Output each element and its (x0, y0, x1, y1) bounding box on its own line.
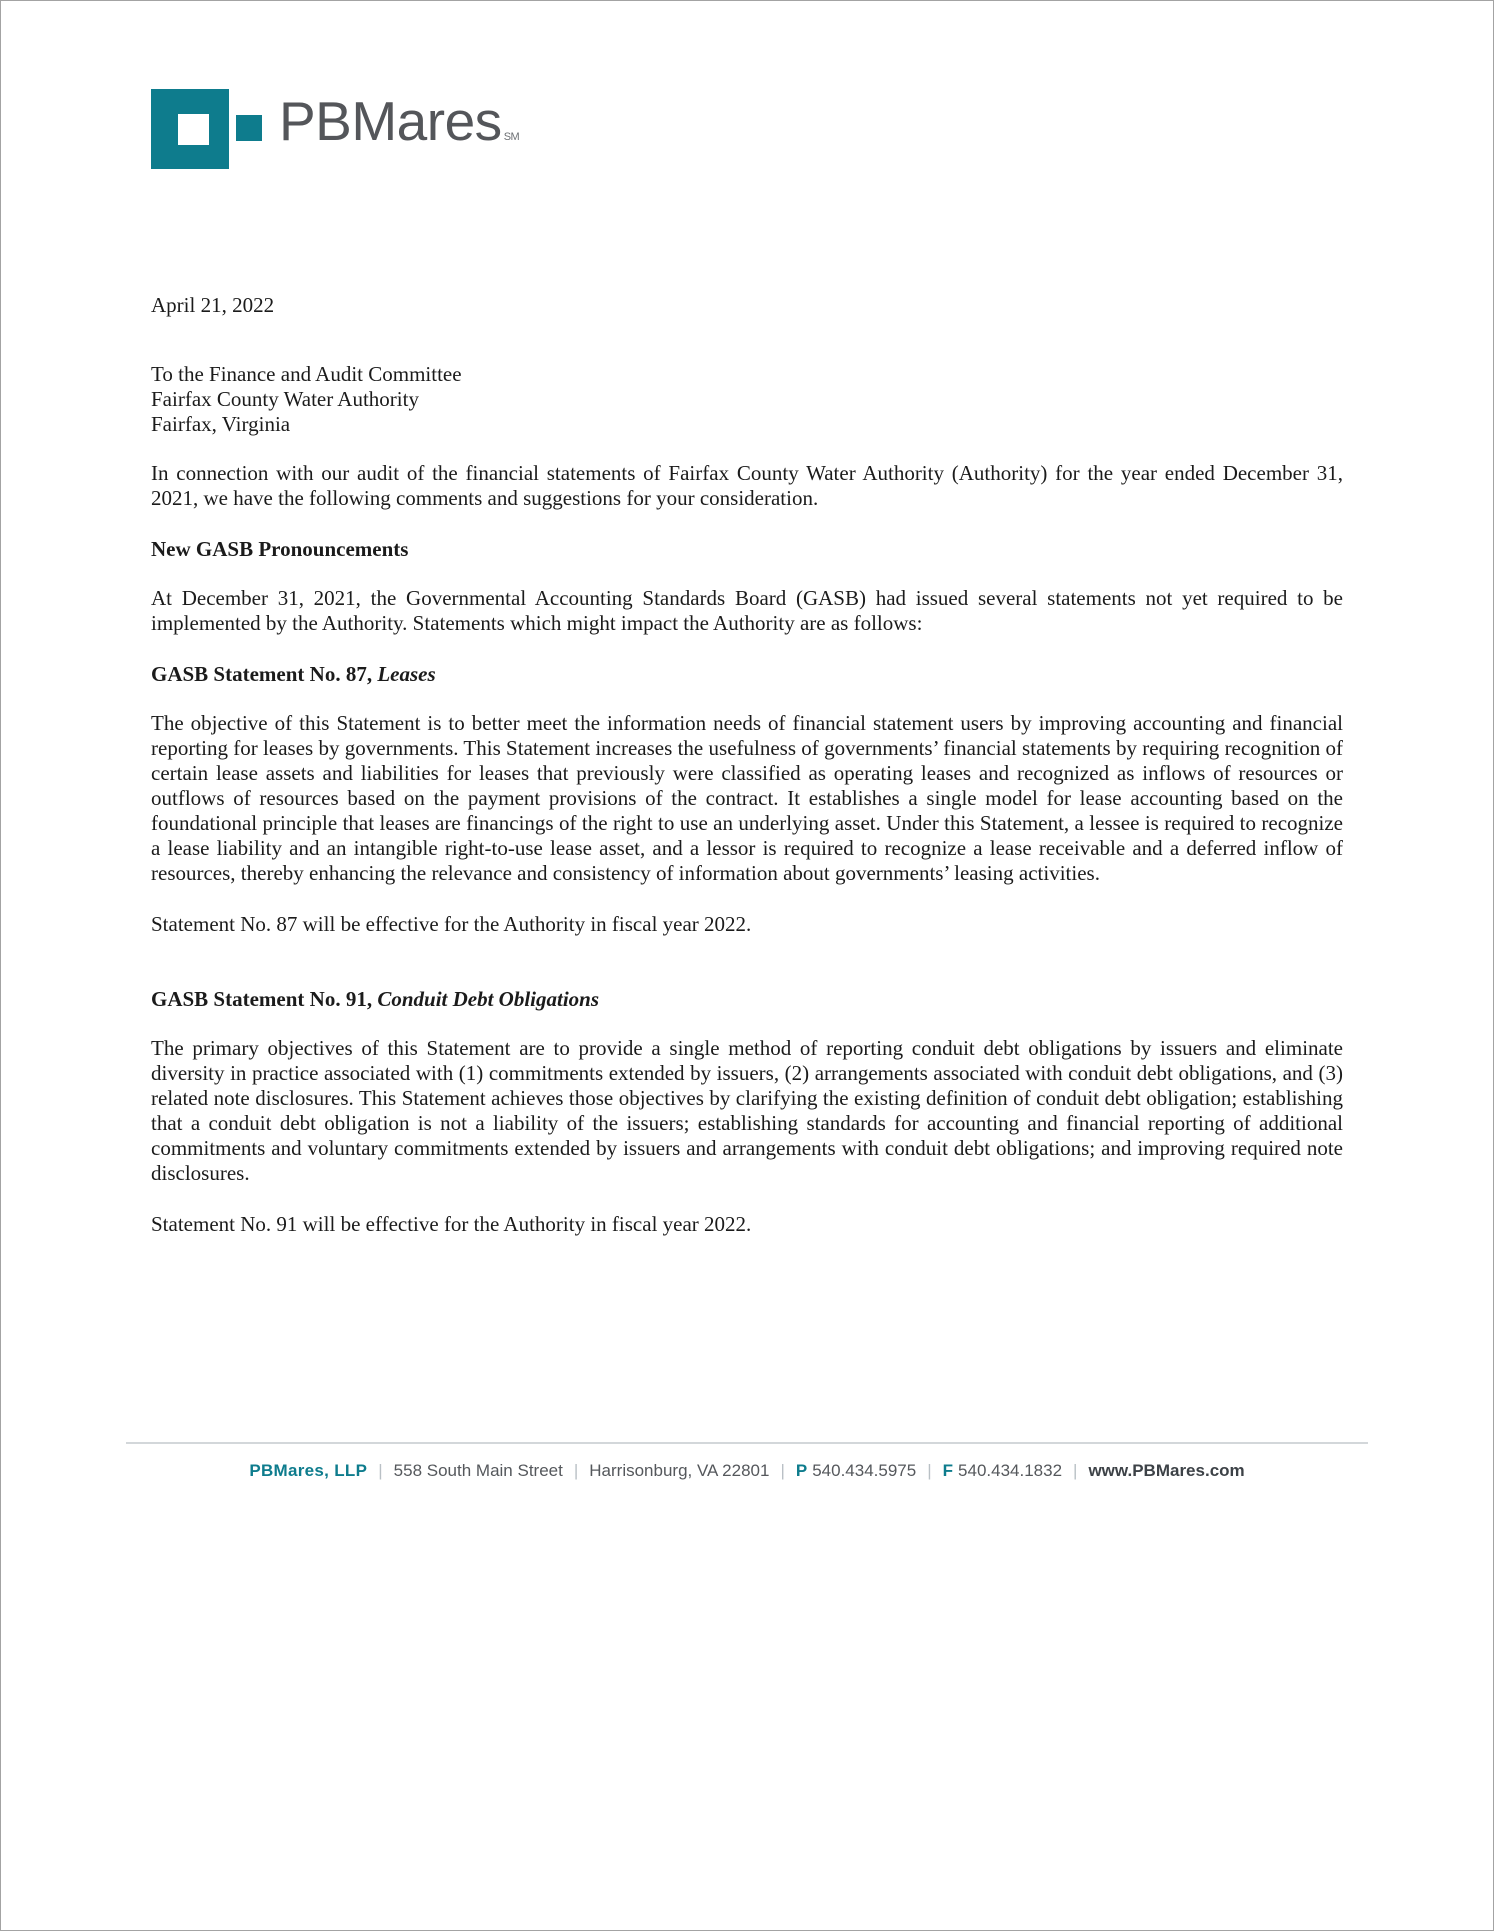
footer-separator: | (378, 1461, 383, 1480)
section-heading (151, 662, 1343, 687)
section-gasb-87 (151, 662, 1343, 937)
effective-note: Statement No. 91 will be effective for the Authority in fiscal year 2022. (151, 1212, 752, 1236)
letter-content (1, 1, 1493, 1237)
phone-number: 540.434.5975 (812, 1461, 917, 1480)
effective-note: Statement No. 87 will be effective for the Authority in fiscal year 2022. (151, 912, 752, 936)
fax-label: F (942, 1461, 954, 1480)
pbmares-squares-logo-icon (151, 89, 263, 169)
phone-label: P (795, 1461, 808, 1480)
heading-text: GASB Statement No. 87, (151, 662, 378, 686)
section-new-gasb-pronouncements (151, 537, 1343, 636)
logo-small-square (236, 115, 262, 141)
recipient-block (151, 362, 1343, 437)
letterhead-footer (126, 1442, 1368, 1481)
section-paragraph: At December 31, 2021, the Governmental Accounting Standards Board (GASB) had issued several statements not yet required to be implemented by the Authority. Statements which might impact the Authority are as follows: (151, 586, 1343, 635)
website-url: www.PBMares.com (1088, 1461, 1245, 1480)
section-heading (151, 537, 1343, 562)
letter-date: April 21, 2022 (151, 293, 275, 317)
section-paragraph: The primary objectives of this Statement are to provide a single method of reporting conduit debt obligations by issuers and eliminate diversity in practice associated with (1) commitments extended by issuers, (2) arrangements associated with conduit debt obligations, and (3) related note disclosures. This Statement achieves those objectives by clarifying the existing definition of conduit debt obligation; establishing that a conduit debt obligation is not a liability of the issuers; establishing standards for accounting and financial reporting of additional commitments and voluntary commitments extended by issuers and arrangements with conduit debt obligations; and improving required note disclosures. (151, 1036, 1343, 1185)
section-gasb-91 (151, 987, 1343, 1237)
footer-separator: | (573, 1461, 579, 1480)
recipient-line: Fairfax County Water Authority (151, 387, 419, 411)
service-mark: SM (503, 131, 520, 143)
intro-paragraph: In connection with our audit of the financial statements of Fairfax County Water Authority (Authority) for the year ended December 31, 2021, we have the following comments and suggestions for your consideration. (151, 461, 1343, 510)
letter-body (151, 293, 1343, 1237)
letterhead-logo (151, 89, 1343, 169)
phone-block (796, 1461, 916, 1481)
footer-separator: | (780, 1461, 785, 1480)
footer-separator: | (927, 1461, 932, 1480)
firm-name: PBMares, LLP (249, 1461, 368, 1480)
brand-name: PBMares (279, 90, 502, 152)
section-paragraph: The objective of this Statement is to better meet the information needs of financial statement users by improving accounting and financial reporting for leases by governments. This Statement increases the usefulness of governments’ financial statements by requiring recognition of certain lease assets and liabilities for leases that previously were classified as operating leases and recognized as inflows of resources or outflows of resources based on the payment provisions of the contract. It establishes a single model for lease accounting based on the foundational principle that leases are financings of the right to use an underlying asset. Under this Statement, a lessee is required to recognize a lease liability and an intangible right-to-use lease asset, and a lessor is required to recognize a lease receivable and a deferred inflow of resources, thereby enhancing the relevance and consistency of information about governments’ leasing activities. (151, 711, 1343, 885)
heading-text: GASB Statement No. 91, (151, 987, 378, 1011)
brand-wordmark (279, 81, 519, 177)
fax-number: 540.434.1832 (958, 1461, 1063, 1480)
recipient-line: Fairfax, Virginia (151, 412, 291, 436)
heading-italic-text: Conduit Debt Obligations (377, 987, 600, 1011)
section-heading (151, 987, 1343, 1012)
logo-white-square (178, 114, 209, 145)
city-state-zip: Harrisonburg, VA 22801 (589, 1461, 770, 1480)
footer-separator: | (1073, 1461, 1078, 1480)
fax-block (943, 1461, 1062, 1481)
street-address: 558 South Main Street (393, 1461, 563, 1480)
heading-italic-text: Leases (377, 662, 436, 686)
heading-text: New GASB Pronouncements (151, 537, 409, 561)
recipient-line: To the Finance and Audit Committee (151, 362, 462, 386)
